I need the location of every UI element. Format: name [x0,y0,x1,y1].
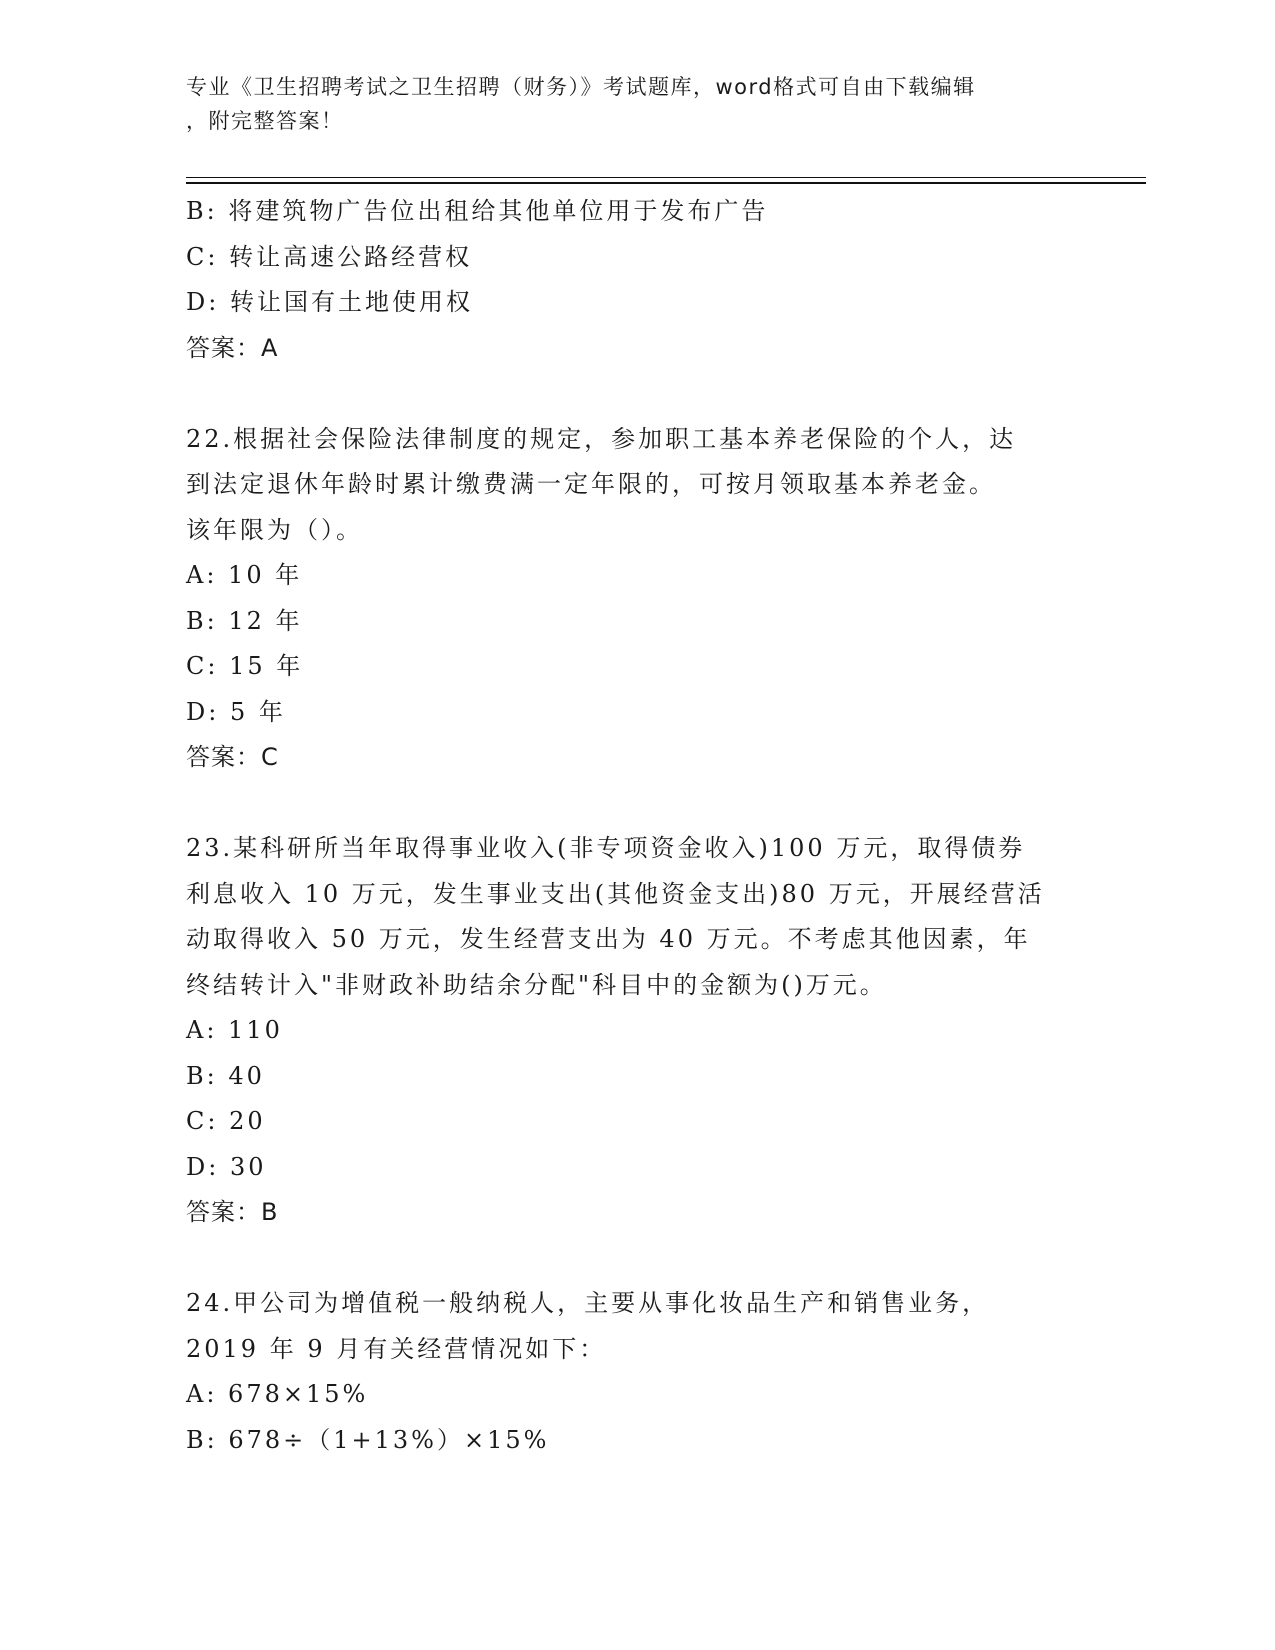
question-22 [186,417,1086,781]
question-text-line: 动取得收入 50 万元，发生经营支出为 40 万元。不考虑其他因素，年 [186,925,1031,953]
question-text-line: 利息收入 10 万元，发生事业支出(其他资金支出)80 万元，开展经营活 [186,879,1045,908]
answer: 答案：B [186,1198,279,1226]
option-d: D: 5 年 [186,697,286,726]
option-a: A: 110 [186,1016,283,1044]
option-c: C: 转让高速公路经营权 [186,242,473,271]
spacer [186,371,1086,417]
header-divider-thin [186,177,1146,178]
question-24 [186,1281,1086,1463]
option-b: B: 678÷（1+13%）×15% [186,1425,550,1454]
option-a: A: 10 年 [186,561,303,589]
question-text-line: 终结转计入"非财政补助结余分配"科目中的金额为()万元。 [186,970,887,999]
option-c: C: 20 [186,1107,266,1135]
answer: 答案：A [186,333,279,362]
question-21-tail [186,189,1086,371]
question-text-line: 22.根据社会保险法律制度的规定，参加职工基本养老保险的个人，达 [186,424,1017,453]
question-text-line: 到法定退休年龄时累计缴费满一定年限的，可按月领取基本养老金。 [186,470,996,498]
option-c: C: 15 年 [186,652,304,680]
question-text-line: 24.甲公司为增值税一般纳税人，主要从事化妆品生产和销售业务， [186,1289,990,1317]
header-line-2: ，附完整答案！ [186,109,344,133]
option-d: D: 30 [186,1152,267,1181]
header-divider-thick [186,182,1146,184]
question-text-line: 该年限为（）。 [186,515,363,544]
answer: 答案：C [186,743,279,771]
option-b: B: 12 年 [186,606,303,635]
question-23 [186,826,1086,1236]
spacer [186,781,1086,827]
option-b: B: 40 [186,1061,265,1090]
option-d: D: 转让国有土地使用权 [186,288,473,316]
option-a: A: 678×15% [186,1380,369,1408]
spacer [186,1236,1086,1282]
header-line-1: 专业《卫生招聘考试之卫生招聘（财务）》考试题库，word格式可自由下载编辑 [186,75,976,99]
question-text-line: 23.某科研所当年取得事业收入(非专项资金收入)100 万元，取得债券 [186,834,1026,862]
question-content [186,189,1086,1463]
question-text-line: 2019 年 9 月有关经营情况如下： [186,1334,607,1363]
option-b: B: 将建筑物广告位出租给其他单位用于发布广告 [186,197,769,225]
document-header [186,70,1086,138]
